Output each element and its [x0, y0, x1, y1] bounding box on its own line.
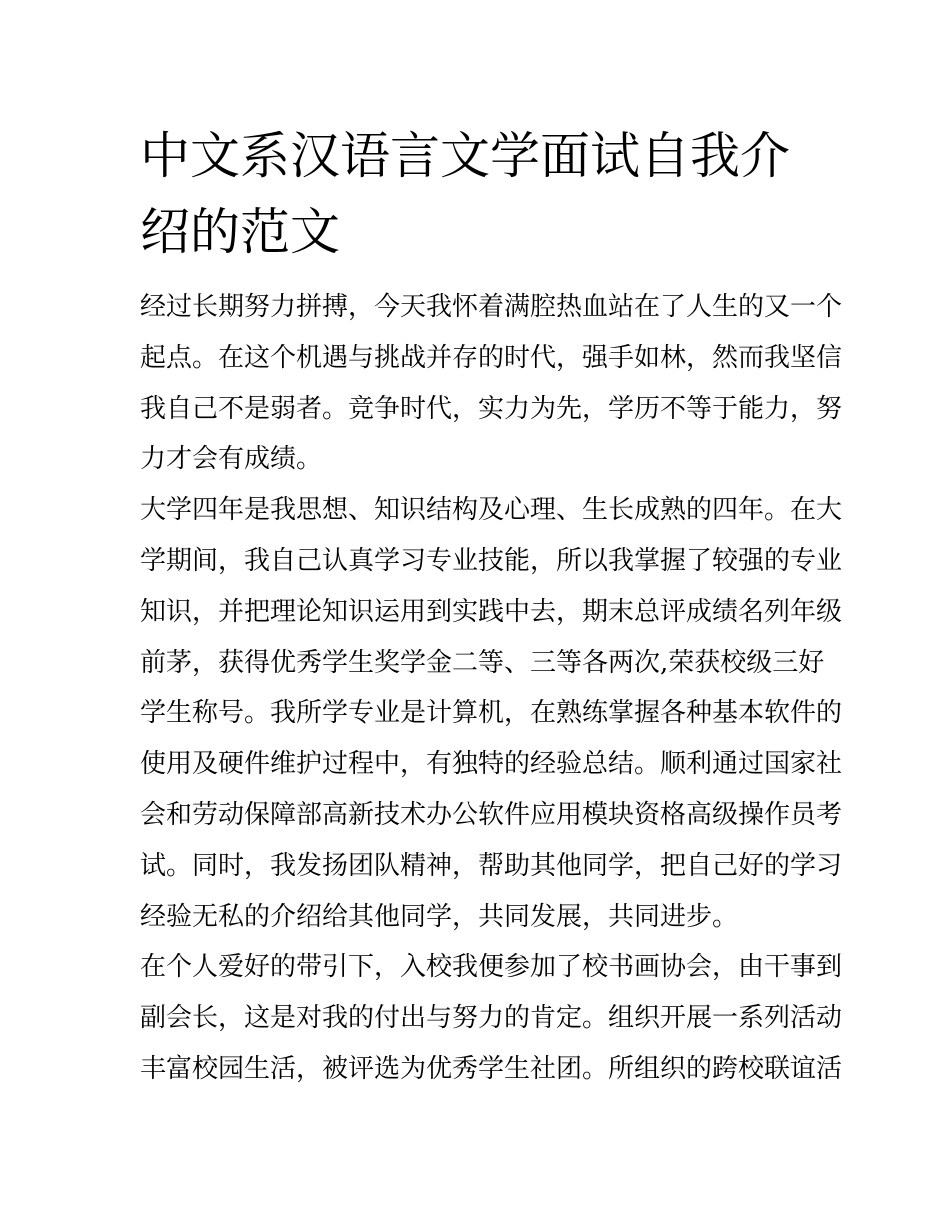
body-line: 我自己不是弱者。竞争时代，实力为先，学历不等于能力，努 [140, 393, 843, 424]
document-title [140, 118, 820, 270]
body-line: 起点。在这个机遇与挑战并存的时代，强手如林，然而我坚信 [140, 342, 843, 373]
body-line: 学期间，我自己认真学习专业技能，所以我掌握了较强的专业 [140, 545, 843, 576]
body-line: 使用及硬件维护过程中，有独特的经验总结。顺利通过国家社 [140, 749, 843, 780]
document-body [140, 282, 843, 1095]
body-line: 知识，并把理论知识运用到实践中去，期末总评成绩名列年级 [140, 596, 843, 627]
body-line: 学生称号。我所学专业是计算机，在熟练掌握各种基本软件的 [140, 698, 843, 729]
title-line: 绍的范文 [140, 203, 340, 261]
body-line: 大学四年是我思想、知识结构及心理、生长成熟的四年。在大 [140, 495, 843, 526]
body-line: 经验无私的介绍给其他同学，共同发展，共同进步。 [140, 901, 739, 932]
body-line: 丰富校园生活，被评选为优秀学生社团。所组织的跨校联谊活 [140, 1053, 843, 1084]
body-line: 经过长期努力拼搏，今天我怀着满腔热血站在了人生的又一个 [140, 292, 843, 322]
body-line: 前茅，获得优秀学生奖学金二等、三等各两次,荣获校级三好 [140, 647, 825, 678]
body-line: 力才会有成绩。 [140, 444, 323, 475]
body-line: 会和劳动保障部高新技术办公软件应用模块资格高级操作员考 [140, 799, 843, 830]
body-line: 副会长，这是对我的付出与努力的肯定。组织开展一系列活动 [140, 1003, 843, 1034]
body-line: 在个人爱好的带引下，入校我便参加了校书画协会，由干事到 [140, 952, 843, 983]
title-line: 中文系汉语言文学面试自我介 [140, 127, 790, 185]
body-line: 试。同时，我发扬团队精神，帮助其他同学，把自己好的学习 [140, 850, 843, 881]
